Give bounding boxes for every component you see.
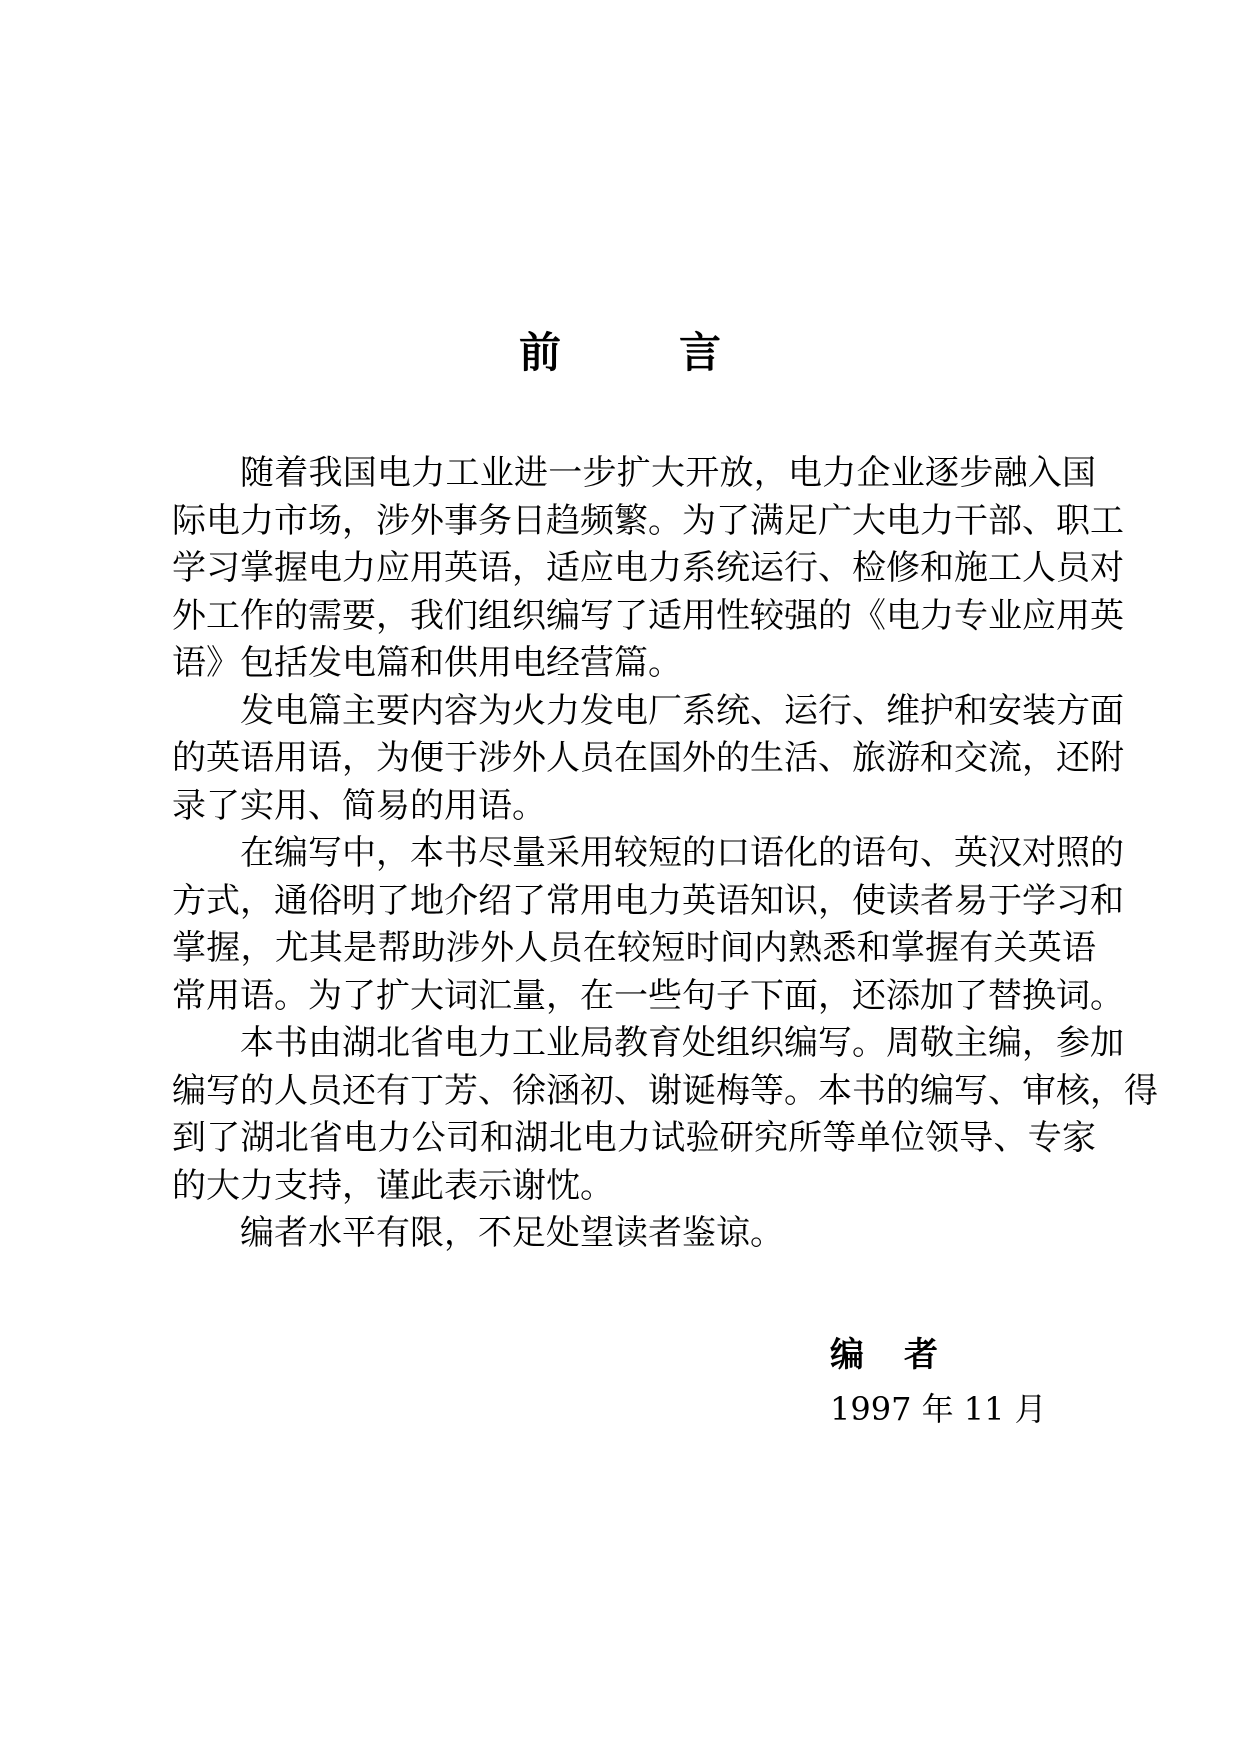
title-char-2: 言 — [679, 328, 722, 377]
text-line: 外工作的需要，我们组织编写了适用性较强的《电力专业应用英 — [172, 595, 1124, 636]
text-line: 在编写中，本书尽量采用较短的口语化的语句、英汉对照的 — [240, 833, 1124, 873]
text-line: 际电力市场，涉外事务日趋频繁。为了满足广大电力干部、职工 — [172, 500, 1124, 541]
author-signature — [830, 1330, 938, 1380]
text-line: 掌握，尤其是帮助涉外人员在较短时间内熟悉和掌握有关英语 — [172, 928, 1096, 968]
text-line: 学习掌握电力应用英语，适应电力系统运行、检修和施工人员对 — [172, 548, 1124, 588]
title-char-1: 前 — [518, 328, 561, 377]
text-line: 随着我国电力工业进一步扩大开放，电力企业逐步融入国 — [240, 453, 1096, 493]
paragraph-2 — [172, 688, 1124, 831]
page-title — [0, 328, 1240, 378]
signature-char-2: 者 — [904, 1335, 938, 1375]
text-line: 常用语。为了扩大词汇量，在一些句子下面，还添加了替换词。 — [172, 975, 1124, 1016]
text-line: 录了实用、简易的用语。 — [172, 785, 546, 826]
text-line: 本书由湖北省电力工业局教育处组织编写。周敬主编，参加 — [240, 1023, 1124, 1063]
text-line: 方式，通俗明了地介绍了常用电力英语知识，使读者易于学习和 — [172, 880, 1124, 921]
paragraph-3 — [172, 830, 1124, 1020]
publication-date: 1997 年 11 月 — [830, 1390, 1047, 1428]
text-line: 语》包括发电篇和供用电经营篇。 — [172, 643, 682, 683]
paragraph-4 — [172, 1020, 1158, 1210]
text-line: 发电篇主要内容为火力发电厂系统、运行、维护和安装方面 — [240, 690, 1124, 731]
text-line: 编写的人员还有丁芳、徐涵初、谢诞梅等。本书的编写、审核，得 — [172, 1070, 1158, 1111]
text-line: 到了湖北省电力公司和湖北电力试验研究所等单位领导、专家 — [172, 1118, 1096, 1158]
preface-body — [172, 450, 1158, 1258]
signature-char-1: 编 — [830, 1335, 864, 1375]
paragraph-1 — [172, 450, 1124, 688]
text-line: 的大力支持，谨此表示谢忱。 — [172, 1165, 614, 1206]
paragraph-5 — [172, 1210, 1096, 1258]
text-line: 编者水平有限，不足处望读者鉴谅。 — [240, 1213, 784, 1253]
text-line: 的英语用语，为便于涉外人员在国外的生活、旅游和交流，还附 — [172, 738, 1124, 778]
